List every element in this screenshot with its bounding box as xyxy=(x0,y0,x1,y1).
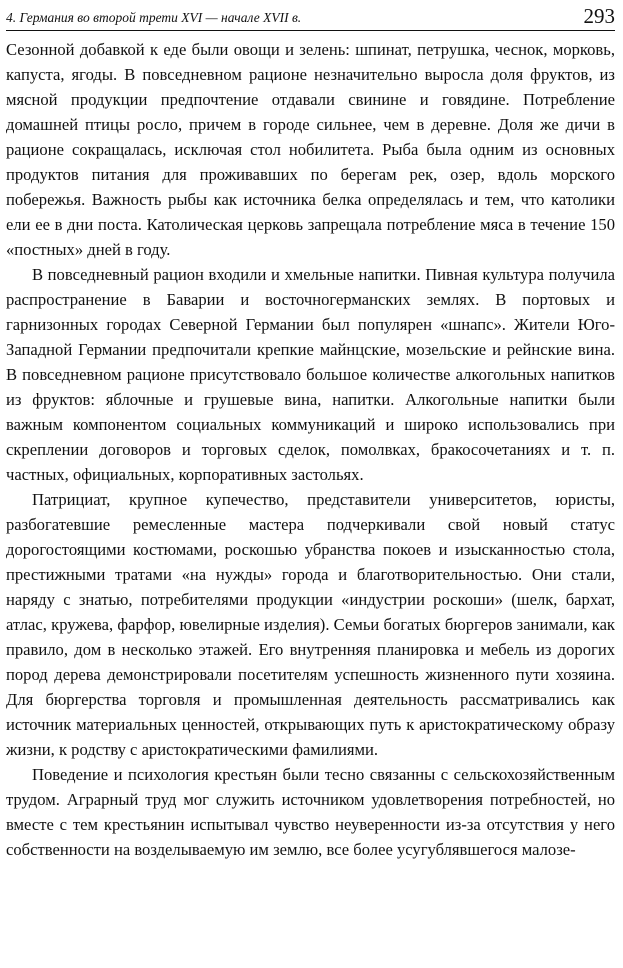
paragraph-seasonal-food: Сезонной добавкой к еде были овощи и зелень: шпинат, петрушка, чеснок, морковь, капуста, ягоды. В повседневном рационе незначительно выросла доля фруктов, из мясной продукции предпочтение отдавали свинине и говядине. Потребление домашней птицы росло, причем в городе сильнее, чем в деревне. Доля же дичи в рационе сокращалась, исключая стол нобилитета. Рыба была одним из основных продуктов питания для проживавших по берегам рек, озер, вдоль морского побережья. Важность рыбы как источника белка определялась и тем, что католики ели ее в дни поста. Католическая церковь запрещала потребление мяса в течение 150 «постных» дней в году. xyxy=(6,40,615,259)
chapter-title: 4. Германия во второй трети XVI — начале XVII в. xyxy=(6,10,302,25)
page-number: 293 xyxy=(583,4,615,28)
body-text xyxy=(6,37,615,862)
paragraph-drinks: В повседневный рацион входили и хмельные напитки. Пивная культура получила распространение в Баварии и восточногерманских землях. В портовых и гарнизонных городах Северной Германии был популярен «шнапс». Жители Юго-Западной Германии предпочитали крепкие майнцские, мозельские и рейнские вина. В повседневном рационе присутствовало большое количестве алкогольных напитков из фруктов: яблочные и грушевые вина, напитки. Алкогольные напитки были важным компонентом социальных коммуникаций и широко использовались при скреплении договоров и торговых сделок, помолвках, бракосочетаниях и т. п. частных, официальных, корпоративных застольях. xyxy=(6,265,615,484)
running-header xyxy=(6,0,615,31)
paragraph-patriciate: Патрициат, крупное купечество, представители университетов, юристы, разбогатевшие ремесленные мастера подчеркивали свой новый статус дорогостоящими костюмами, роскошью убранства покоев и изысканностью стола, престижными тратами «на нужды» города и благотворительностью. Они стали, наряду с знатью, потребителями продукции «индустрии роскоши» (шелк, бархат, атлас, кружева, фарфор, ювелирные изделия). Семьи богатых бюргеров занимали, как правило, дом в несколько этажей. Его внутренняя планировка и мебель из дорогих пород дерева демонстрировали посетителям успешность жизненного пути хозяина. Для бюргерства торговля и промышленная деятельность рассматривались как источник материальных ценностей, открывающих путь к аристократическому образу жизни, к родству с аристократическими фамилиями. xyxy=(6,490,615,759)
paragraph-peasants: Поведение и психология крестьян были тесно связанны с сельскохозяйственным трудом. Аграрный труд мог служить источником удовлетворения потребностей, но вместе с тем крестьянин испытывал чувство неуверенности из-за отсутствия у него собственности на возделываемую им землю, все более усугублявшегося малозе- xyxy=(6,765,615,859)
